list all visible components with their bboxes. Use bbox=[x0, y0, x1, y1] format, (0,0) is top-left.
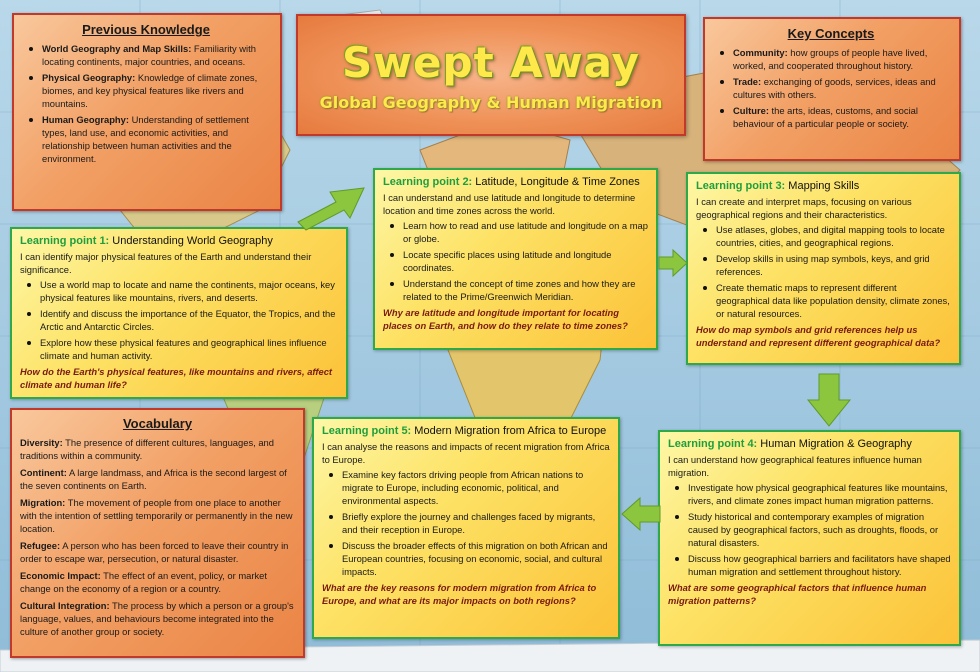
list-item: Study historical and contemporary examples of migration caused by geographical factors, such as droughts, floods, or natural disasters. bbox=[668, 511, 951, 550]
learning-point-2-box bbox=[373, 168, 658, 350]
learning-point-4-list bbox=[668, 482, 951, 579]
list-item: Trade: exchanging of goods, services, ideas and cultures with others. bbox=[713, 76, 949, 102]
learning-point-3-box bbox=[686, 172, 961, 365]
list-item: Develop skills in using map symbols, keys, and grid references. bbox=[696, 253, 951, 279]
page-subtitle: Global Geography & Human Migration bbox=[319, 93, 663, 112]
list-item: Culture: the arts, ideas, customs, and social behaviour of a particular people or society. bbox=[713, 105, 949, 131]
list-item: Human Geography: Understanding of settlement types, land use, and economic activities, and relationship between human activities and the environment. bbox=[22, 114, 270, 166]
list-item: Investigate how physical geographical features like mountains, rivers, and climate zones impact human migration patterns. bbox=[668, 482, 951, 508]
learning-point-4-heading: Learning point 4: Human Migration & Geography bbox=[668, 438, 912, 450]
learning-point-3-heading: Learning point 3: Mapping Skills bbox=[696, 180, 860, 192]
list-item: Examine key factors driving people from African nations to migrate to Europe, including economic, political, and environmental aspects. bbox=[322, 469, 610, 508]
list-item: Community: how groups of people have lived, worked, and cooperated throughout history. bbox=[713, 47, 949, 73]
key-concepts-list bbox=[713, 47, 949, 131]
vocab-item: Cultural Integration: The process by which a person or a group's language, values, and behaviours become integrated into the culture of another group or society. bbox=[20, 599, 294, 637]
learning-point-5-box bbox=[312, 417, 620, 639]
learning-point-1-question: How do the Earth's physical features, like mountains and rivers, affect climate and human life? bbox=[20, 365, 333, 390]
learning-point-1-list bbox=[20, 279, 338, 363]
list-item: Use atlases, globes, and digital mapping tools to locate countries, cities, and geographical regions. bbox=[696, 224, 951, 250]
previous-knowledge-list bbox=[22, 43, 270, 166]
previous-knowledge-box bbox=[12, 13, 282, 211]
page-title: Swept Away bbox=[341, 38, 641, 87]
learning-point-3-list bbox=[696, 224, 951, 321]
vocabulary-box bbox=[10, 408, 305, 658]
vocab-item: Migration: The movement of people from one place to another with the intention of settling temporarily or permanently in the new location. bbox=[20, 496, 293, 534]
arrow-down-icon bbox=[806, 372, 852, 428]
arrow-right-icon bbox=[657, 248, 689, 278]
learning-point-1-intro: I can identify major physical features of the Earth and understand their significance. bbox=[20, 251, 312, 276]
list-item: World Geography and Map Skills: Familiarity with locating continents, major countries, and oceans. bbox=[22, 43, 270, 69]
learning-point-2-list bbox=[383, 220, 648, 304]
list-item: Identify and discuss the importance of the Equator, the Tropics, and the Arctic and Antarctic Circles. bbox=[20, 308, 338, 334]
vocab-item: Refugee: A person who has been forced to leave their country in order to escape war, persecution, or natural disaster. bbox=[20, 539, 289, 564]
list-item: Physical Geography: Knowledge of climate zones, biomes, and key physical features like rivers and mountains. bbox=[22, 72, 270, 111]
vocab-item: Economic Impact: The effect of an event, policy, or market change on the economy of a region or a country. bbox=[20, 569, 267, 594]
vocab-item: Continent: A large landmass, and Africa is the second largest of the seven continents on Earth. bbox=[20, 466, 287, 491]
learning-point-1-box bbox=[10, 227, 348, 399]
list-item: Explore how these physical features and geographical lines influence climate and human activity. bbox=[20, 337, 338, 363]
learning-point-5-heading: Learning point 5: Modern Migration from Africa to Europe bbox=[322, 425, 607, 437]
key-concepts-heading: Key Concepts bbox=[787, 26, 875, 41]
learning-point-5-intro: I can analyse the reasons and impacts of recent migration from Africa to Europe. bbox=[322, 441, 610, 466]
learning-point-5-question: What are the key reasons for modern migration from Africa to Europe, and what are its major impacts on both regions? bbox=[322, 581, 597, 606]
list-item: Discuss the broader effects of this migration on both African and European countries, focusing on economic, social, and cultural impacts. bbox=[322, 540, 610, 579]
learning-point-2-question: Why are latitude and longitude important for locating places on Earth, and how do they relate to time zones? bbox=[383, 306, 628, 331]
learning-point-4-intro: I can understand how geographical features influence human migration. bbox=[668, 454, 922, 479]
learning-point-3-question: How do map symbols and grid references help us understand and represent different geographical data? bbox=[696, 323, 941, 348]
key-concepts-box bbox=[703, 17, 961, 161]
learning-point-3-intro: I can create and interpret maps, focusing on various geographical regions and their characteristics. bbox=[696, 196, 912, 221]
learning-point-1-heading: Learning point 1: Understanding World Geography bbox=[20, 235, 273, 247]
list-item: Learn how to read and use latitude and longitude on a map or globe. bbox=[383, 220, 648, 246]
vocabulary-heading: Vocabulary bbox=[122, 416, 193, 431]
list-item: Locate specific places using latitude and longitude coordinates. bbox=[383, 249, 648, 275]
previous-knowledge-heading: Previous Knowledge bbox=[82, 22, 210, 37]
learning-point-4-box bbox=[658, 430, 961, 646]
learning-point-2-intro: I can understand and use latitude and longitude to determine location and time zones across the world. bbox=[383, 192, 636, 217]
learning-point-2-heading: Learning point 2: Latitude, Longitude & Time Zones bbox=[383, 176, 640, 188]
list-item: Briefly explore the journey and challenges faced by migrants, and their reception in Europe. bbox=[322, 511, 610, 537]
list-item: Create thematic maps to represent different geographical data like population density, climate zones, or natural resources. bbox=[696, 282, 951, 321]
learning-point-4-question: What are some geographical factors that influence human migration patterns? bbox=[668, 581, 927, 606]
list-item: Understand the concept of time zones and how they are related to the Prime/Greenwich Meridian. bbox=[383, 278, 648, 304]
arrow-right-icon bbox=[292, 176, 372, 236]
title-banner bbox=[296, 14, 686, 136]
list-item: Use a world map to locate and name the continents, major oceans, key physical features like mountains, rivers, and deserts. bbox=[20, 279, 338, 305]
arrow-left-icon bbox=[620, 496, 662, 532]
list-item: Discuss how geographical barriers and facilitators have shaped human migration and settlement throughout history. bbox=[668, 553, 951, 579]
learning-point-5-list bbox=[322, 469, 610, 579]
vocab-item: Diversity: The presence of different cultures, languages, and traditions within a community. bbox=[20, 436, 274, 461]
